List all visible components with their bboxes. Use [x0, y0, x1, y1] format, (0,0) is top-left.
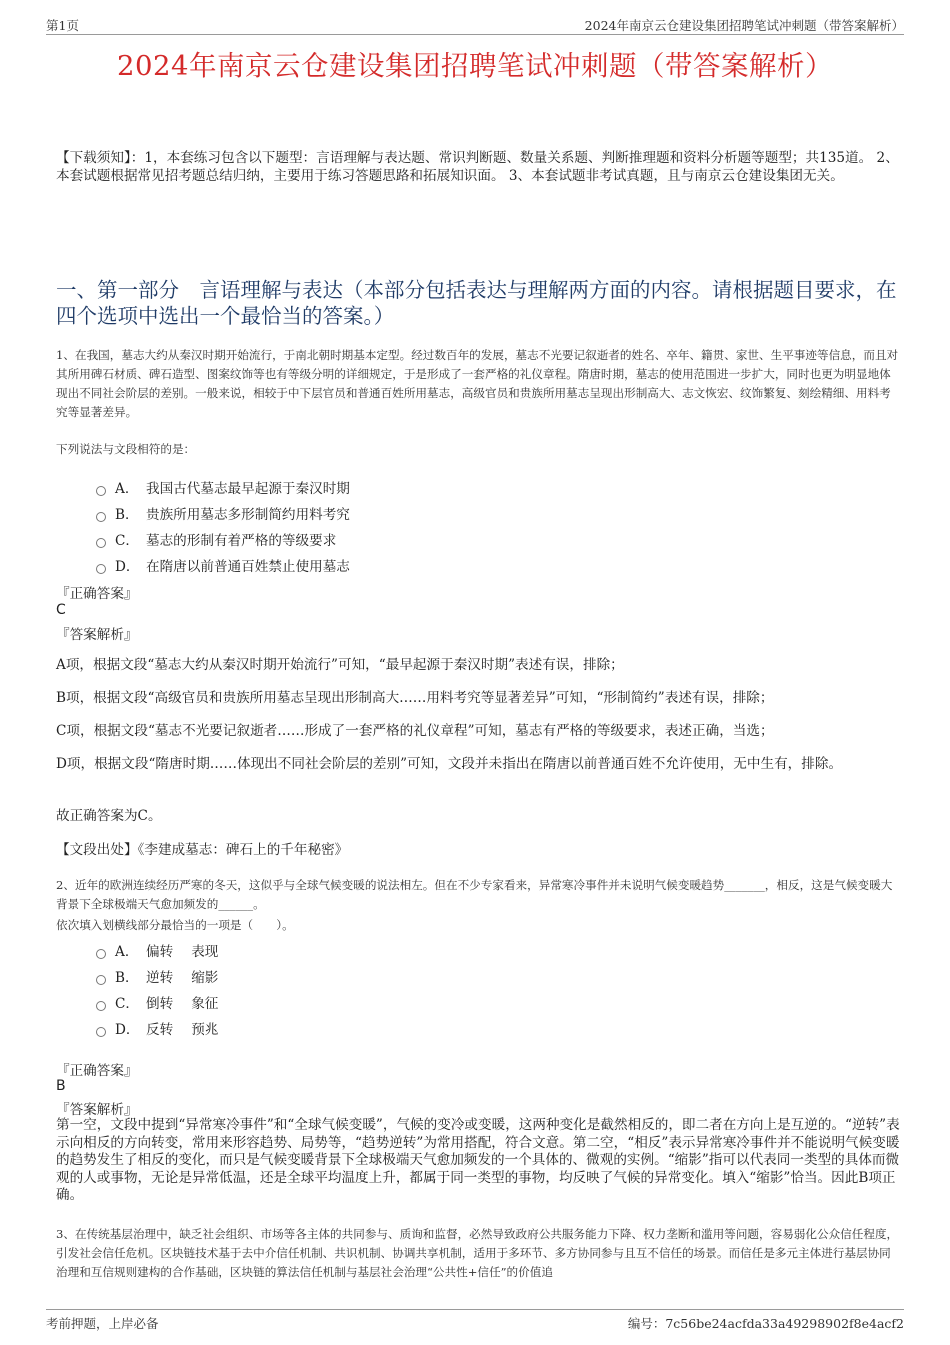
radio-icon[interactable] [96, 512, 106, 522]
radio-icon[interactable] [96, 486, 106, 496]
option-key: A． [115, 481, 139, 497]
option-key: C． [115, 533, 139, 549]
radio-icon[interactable] [96, 949, 106, 959]
section-heading: 一、第一部分 言语理解与表达（本部分包括表达与理解两方面的内容。请根据题目要求，在四个选项中选出一个最恰当的答案。） [56, 278, 897, 328]
footer-doc-id: 编号：7c56be24acfda33a49298902f8e4acf2 [627, 1316, 904, 1331]
footer-slogan: 考前押题，上岸必备 [46, 1316, 159, 1331]
page-footer [46, 1309, 904, 1330]
option-word-2: 预兆 [191, 1022, 219, 1038]
page-header [46, 14, 904, 35]
radio-icon[interactable] [96, 1001, 106, 1011]
q3-stem: 3、在传统基层治理中，缺乏社会组织、市场等各主体的共同参与、质询和监督，必然导致政府公共服务能力下降、权力垄断和滥用等问题，容易弱化公众信任程度，引发社会信任危机。区块链技术基于去中介信任机制、共识机制、协调共享机制，适用于多环节、多方协同参与且互不信任的场景。而信任是多元主体进行基层协同治理和互信规则建构的合作基础，区块链的算法信任机制与基层社会治理“公共性+信任”的价值追 [56, 1227, 899, 1279]
q2-option-b[interactable] [96, 966, 218, 986]
radio-icon[interactable] [96, 564, 106, 574]
option-word-1: 反转 [146, 1022, 174, 1038]
document-title: 2024年南京云仓建设集团招聘笔试冲刺题（带答案解析） [117, 50, 833, 82]
q2-option-a[interactable] [96, 940, 218, 960]
header-doc-title: 2024年南京云仓建设集团招聘笔试冲刺题（带答案解析） [584, 18, 904, 33]
q1-option-d[interactable] [96, 555, 350, 575]
q1-analysis-c: C项，根据文段“墓志不光要记叙逝者……形成了一套严格的礼仪章程”可知，墓志有严格的等级要求，表述正确，当选； [56, 723, 774, 739]
option-word-1: 偏转 [146, 944, 174, 960]
q1-answer-label: 『正确答案』 [56, 586, 138, 602]
option-key: B． [115, 507, 139, 523]
option-key: C． [115, 996, 139, 1012]
option-word-1: 逆转 [146, 970, 174, 986]
option-key: D． [115, 559, 140, 575]
option-key: D． [115, 1022, 140, 1038]
option-word-2: 象征 [191, 996, 219, 1012]
option-text: 墓志的形制有着严格的等级要求 [146, 533, 337, 549]
download-notice: 【下载须知】：1，本套练习包含以下题型：言语理解与表达题、常识判断题、数量关系题、判断推理题和资料分析题等题型；共135道。 2、本套试题根据常见招考题总结归纳，主要用于练习答题思路和拓展知识面。 3、本套试题非考试真题，且与南京云仓建设集团无关。 [56, 150, 899, 184]
q1-analysis-label: 『答案解析』 [56, 627, 138, 643]
q2-option-c[interactable] [96, 992, 218, 1012]
q1-analysis-d: D项，根据文段“隋唐时期……体现出不同社会阶层的差别”可知，文段并未指出在隋唐以前普通百姓不允许使用，无中生有，排除。 [56, 756, 843, 772]
option-key: A． [115, 944, 139, 960]
q2-prompt: 依次填入划横线部分最恰当的一项是（ ）。 [56, 918, 294, 932]
q1-option-c[interactable] [96, 529, 336, 549]
q1-analysis-a: A项，根据文段“墓志大约从秦汉时期开始流行”可知，“最早起源于秦汉时期”表述有误，排除； [56, 657, 624, 673]
q2-answer: B [56, 1078, 66, 1094]
q1-answer: C [56, 602, 66, 618]
q1-stem: 1、在我国，墓志大约从秦汉时期开始流行，于南北朝时期基本定型。经过数百年的发展，墓志不光要记叙逝者的姓名、卒年、籍贯、家世、生平事迹等信息，而且对其所用碑石材质、碑石造型、图案纹饰等也有等级分明的详细规定，于是形成了一套严格的礼仪章程。隋唐时期，墓志的使用范围进一步扩大，同时也更为明显地体现出不同社会阶层的差别。一般来说，相较于中下层官员和普通百姓所用墓志，高级官员和贵族所用墓志呈现出形制高大、志文恢宏、纹饰繁复、刻绘精细、用料考究等显著差异。 [56, 348, 899, 419]
q2-option-d[interactable] [96, 1018, 218, 1038]
option-word-1: 倒转 [146, 996, 174, 1012]
option-word-2: 表现 [191, 944, 219, 960]
option-text: 贵族所用墓志多形制简约用料考究 [146, 507, 350, 523]
q2-answer-label: 『正确答案』 [56, 1063, 138, 1079]
radio-icon[interactable] [96, 538, 106, 548]
q1-analysis-b: B项，根据文段“高级官员和贵族所用墓志呈现出形制高大……用料考究等显著差异”可知，“形制简约”表述有误，排除； [56, 690, 774, 706]
q1-option-b[interactable] [96, 503, 350, 523]
radio-icon[interactable] [96, 1027, 106, 1037]
option-key: B． [115, 970, 139, 986]
q1-conclusion: 故正确答案为C。 [56, 808, 162, 824]
q1-option-a[interactable] [96, 477, 350, 497]
q2-analysis-label: 『答案解析』 [56, 1102, 138, 1118]
page-number: 第1页 [46, 18, 79, 33]
q2-analysis: 第一空，文段中提到“异常寒冷事件”和“全球气候变暖”，气候的变冷或变暖，这两种变化是截然相反的，即二者在方向上是互逆的。“逆转”表示向相反的方向转变，常用来形容趋势、局势等，“趋势逆转”为常用搭配，符合文意。第二空，“相反”表示异常寒冷事件并不能说明气候变暖的趋势发生了相反的变化，而只是气候变暖背景下全球极端天气愈加频发的一个具体的、微观的实例。“缩影”指可以代表同一类型的具体而微观的人或事物，无论是异常低温，还是全球平均温度上升，都属于同一类型的事物，均反映了气候的异常变化。填入“缩影”恰当。因此B项正确。 [56, 1117, 900, 1203]
option-text: 在隋唐以前普通百姓禁止使用墓志 [146, 559, 350, 575]
q1-source: 【文段出处】《李建成墓志：碑石上的千年秘密》 [56, 842, 349, 858]
option-text: 我国古代墓志最早起源于秦汉时期 [146, 481, 350, 497]
q1-prompt: 下列说法与文段相符的是： [56, 442, 196, 456]
option-word-2: 缩影 [191, 970, 219, 986]
radio-icon[interactable] [96, 975, 106, 985]
q2-stem: 2、近年的欧洲连续经历严寒的冬天，这似乎与全球气候变暖的说法相左。但在不少专家看来，异常寒冷事件并未说明气候变暖趋势_______，相反，这是气候变暖大背景下全球极端天气愈加频发的______。 [56, 878, 893, 911]
